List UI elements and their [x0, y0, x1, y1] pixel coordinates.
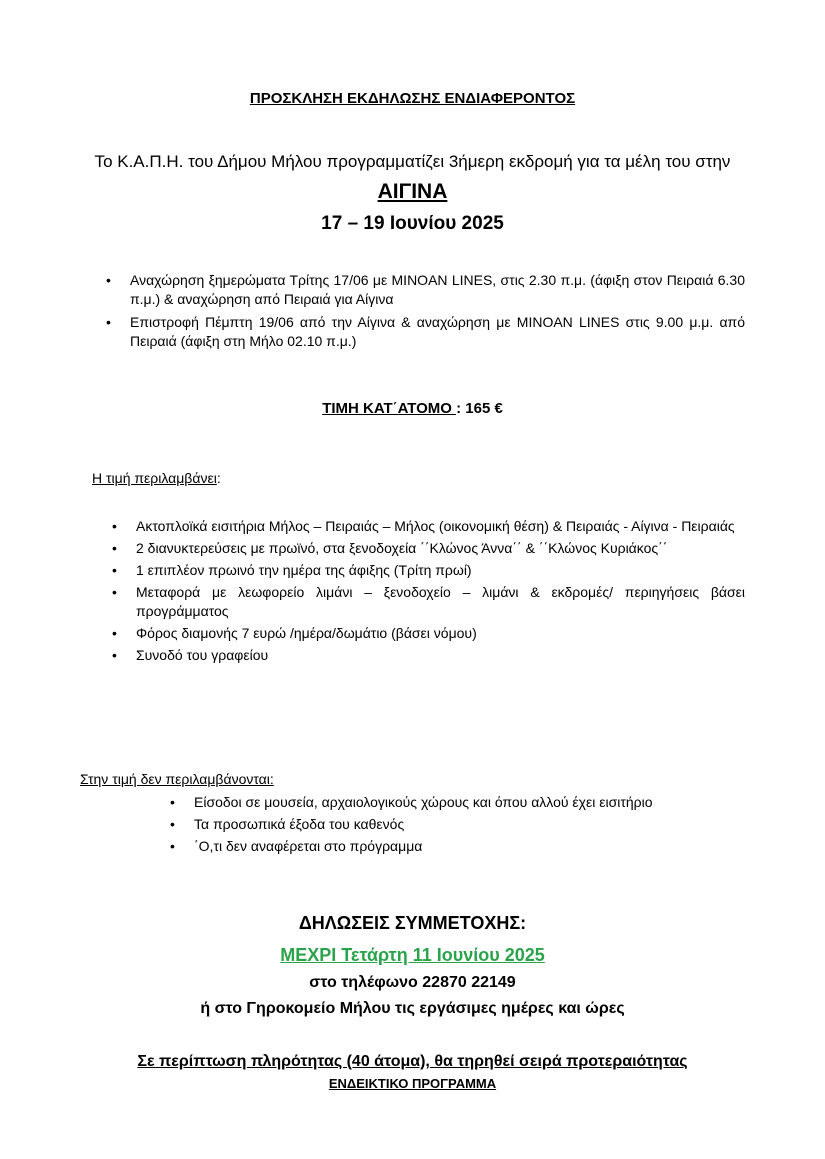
- includes-item: • Φόρος διαμονής 7 ευρώ /ημέρα/δωμάτιο (βάσει νόμου): [136, 624, 745, 643]
- travel-item-departure: • Αναχώρηση ξημερώματα Τρίτης 17/06 με MINOAN LINES, στις 2.30 π.μ. (άφιξη στον Πειραιά 6.30 π.μ.) & αναχώρηση από Πειραιά για Αίγινα: [130, 271, 745, 309]
- excludes-item: • Τα προσωπικά έξοδα του καθενός: [194, 815, 794, 834]
- travel-item-return: • Επιστροφή Πέμπτη 19/06 από την Αίγινα & αναχώρηση με MINOAN LINES στις 9.00 μ.μ. από Πειραιά (άφιξη στη Μήλο 02.10 π.μ.): [130, 313, 745, 351]
- includes-item: • 2 διανυκτερεύσεις με πρωϊνό, στα ξενοδοχεία ΄΄Κλώνος Άννα΄΄ & ΄΄Κλώνος Κυριάκος΄΄: [136, 539, 745, 558]
- declarations-title: ΔΗΛΩΣΕΙΣ ΣΥΜΜΕΤΟΧΗΣ:: [298, 913, 527, 933]
- travel-list: [130, 271, 745, 355]
- includes-list: [136, 517, 745, 668]
- program-heading: ΕΝΔΕΙΚΤΙΚΟ ΠΡΟΓΡΑΜΜΑ: [328, 1076, 497, 1091]
- includes-item: • Ακτοπλοϊκά εισιτήρια Μήλος – Πειραιάς – Μήλος (οικονομική θέση) & Πειραιάς - Αίγινα - Πειραιάς: [136, 517, 745, 536]
- destination-heading: ΑΙΓΙΝΑ: [377, 180, 448, 203]
- excludes-item: • ΄Ο,τι δεν αναφέρεται στο πρόγραμμα: [194, 837, 794, 856]
- includes-item: • Μεταφορά με λεωφορείο λιμάνι – ξενοδοχείο – λιμάνι & εκδρομές/ περιηγήσεις βάσει προγράμματος: [136, 583, 745, 621]
- excludes-item: • Είσοδοι σε μουσεία, αρχαιολογικούς χώρους και όπου αλλού έχει εισιτήριο: [194, 793, 794, 812]
- includes-item: • Συνοδό του γραφείου: [136, 646, 745, 665]
- price-line: [0, 400, 825, 417]
- deadline-text: ΜΕΧΡΙ Τετάρτη 11 Ιουνίου 2025: [280, 945, 545, 965]
- includes-item: • 1 επιπλέον πρωινό την ημέρα της άφιξης (Τρίτη πρωί): [136, 561, 745, 580]
- price-label: ΤΙΜΗ ΚΑΤ΄ΑΤΟΜΟ: [322, 400, 457, 417]
- excludes-label: Στην τιμή δεν περιλαμβάνονται:: [80, 771, 274, 787]
- price-value: : 165 €: [456, 400, 503, 417]
- location-text: ή στο Γηροκομείο Μήλου τις εργάσιμες ημέρες και ώρες: [200, 1000, 625, 1017]
- trip-dates: 17 – 19 Ιουνίου 2025: [321, 213, 504, 234]
- excludes-list: [194, 793, 794, 859]
- priority-notice: Σε περίπτωση πληρότητας (40 άτομα), θα τηρηθεί σειρά προτεραιότητας: [137, 1053, 688, 1070]
- phone-text: στο τηλέφωνο 22870 22149: [309, 974, 516, 991]
- includes-label-colon: :: [216, 470, 221, 486]
- includes-label-text: Η τιμή περιλαμβάνει: [92, 470, 217, 486]
- document-title: ΠΡΟΣΚΛΗΣΗ ΕΚΔΗΛΩΣΗΣ ΕΝΔΙΑΦΕΡΟΝΤΟΣ: [249, 90, 576, 107]
- intro-text: Το Κ.Α.Π.Η. του Δήμου Μήλου προγραμματίζει 3ήμερη εκδρομή για τα μέλη του στην: [94, 152, 731, 171]
- includes-label: [92, 470, 221, 486]
